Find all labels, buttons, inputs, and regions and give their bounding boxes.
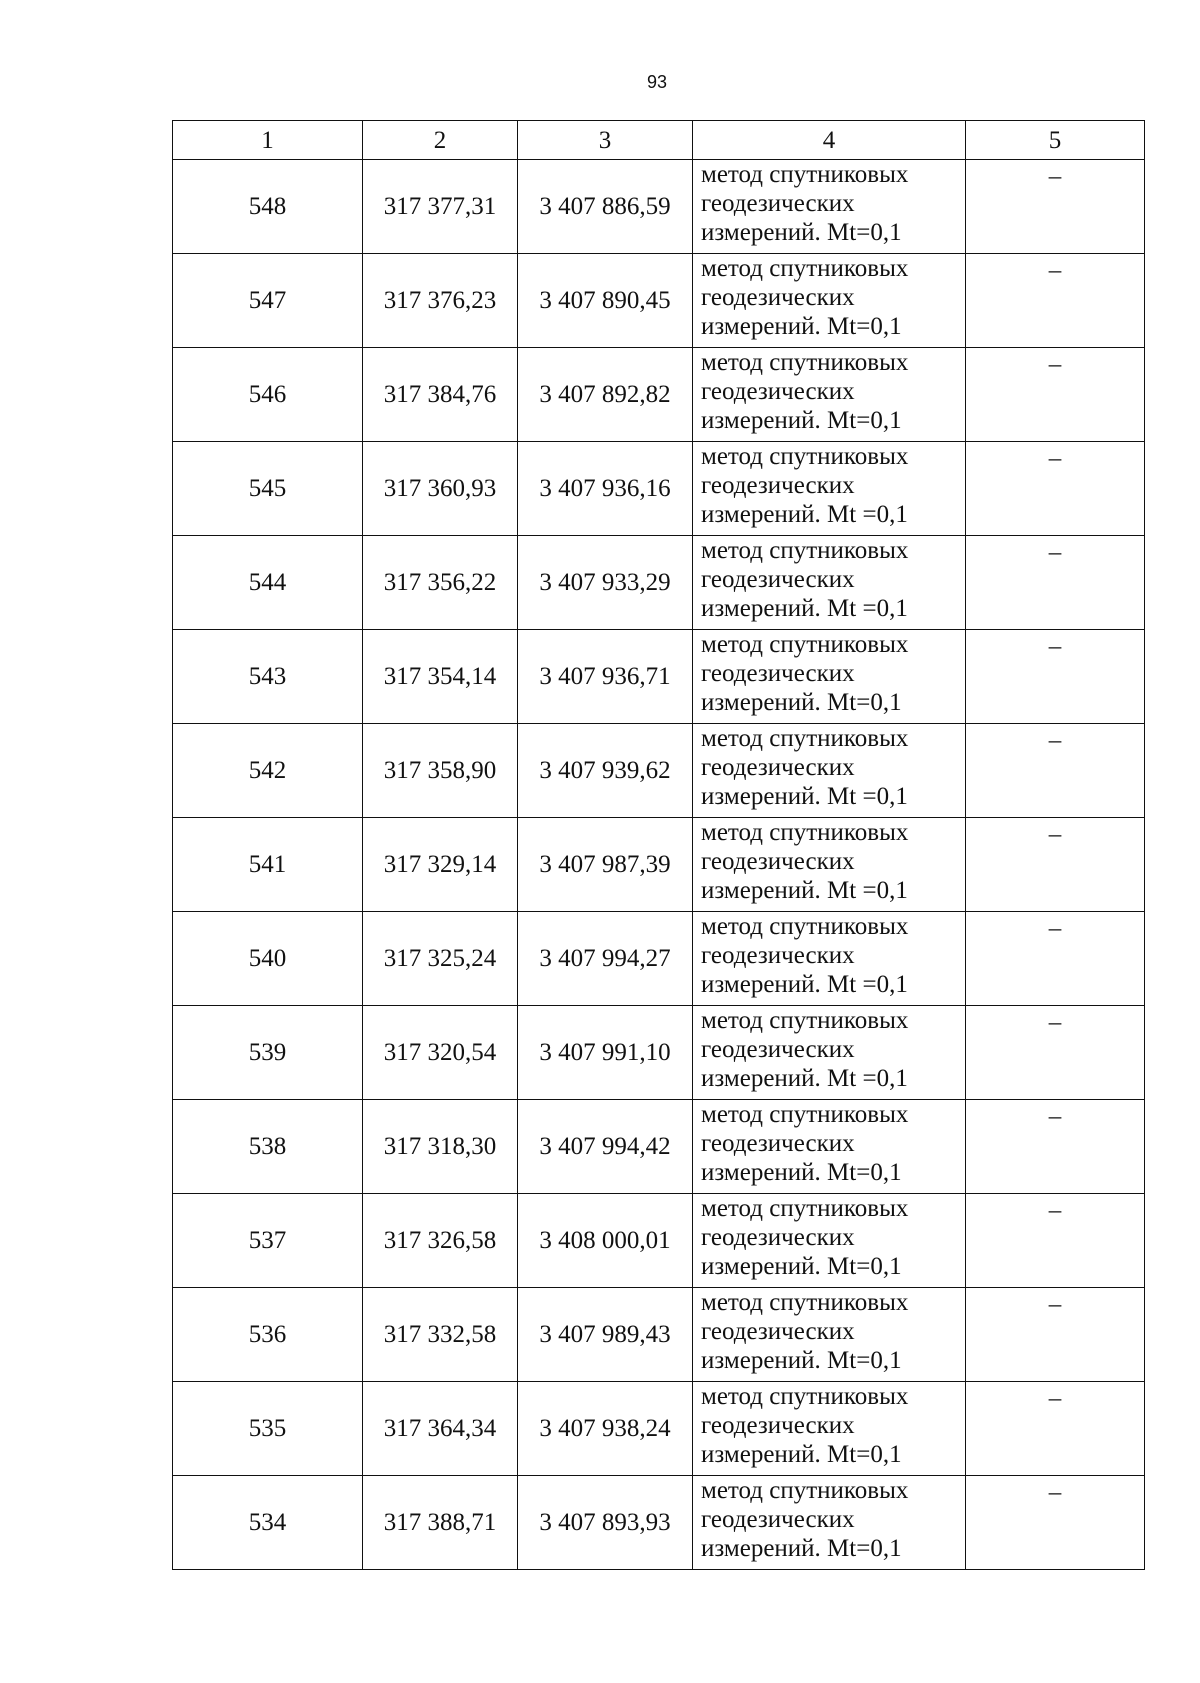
x-coordinate-cell: 317 358,90 [363,724,518,818]
method-line: метод спутниковых [701,1289,909,1316]
point-number-cell: 537 [173,1194,363,1288]
method-line: геодезических [701,660,855,687]
method-cell [693,348,966,442]
point-number-cell: 547 [173,254,363,348]
point-number-cell: 535 [173,1382,363,1476]
y-coordinate-cell: 3 407 989,43 [518,1288,693,1382]
method-line: измерений. Mt=0,1 [701,1253,902,1280]
note-cell: – [966,254,1145,348]
method-line: геодезических [701,566,855,593]
note-cell: – [966,912,1145,1006]
note-cell: – [966,724,1145,818]
note-cell: – [966,1100,1145,1194]
method-cell [693,536,966,630]
x-coordinate-cell: 317 354,14 [363,630,518,724]
x-coordinate-cell: 317 364,34 [363,1382,518,1476]
point-number-cell: 542 [173,724,363,818]
point-number-cell: 539 [173,1006,363,1100]
method-line: измерений. Mt=0,1 [701,1441,902,1468]
method-line: метод спутниковых [701,819,909,846]
method-line: измерений. Mt=0,1 [701,1535,902,1562]
method-line: измерений. Mt=0,1 [701,407,902,434]
method-line: измерений. Mt=0,1 [701,219,902,246]
y-coordinate-cell: 3 407 933,29 [518,536,693,630]
method-line: метод спутниковых [701,631,909,658]
note-cell: – [966,442,1145,536]
y-coordinate-cell: 3 407 892,82 [518,348,693,442]
method-line: метод спутниковых [701,255,909,282]
note-cell: – [966,1288,1145,1382]
method-line: измерений. Mt=0,1 [701,689,902,716]
column-header-2: 2 [363,121,518,160]
x-coordinate-cell: 317 320,54 [363,1006,518,1100]
method-line: измерений. Mt=0,1 [701,1347,902,1374]
table-body [173,160,1145,1570]
point-number-cell: 543 [173,630,363,724]
y-coordinate-cell: 3 408 000,01 [518,1194,693,1288]
x-coordinate-cell: 317 325,24 [363,912,518,1006]
method-line: измерений. Mt=0,1 [701,1159,902,1186]
method-line: геодезических [701,1130,855,1157]
method-line: метод спутниковых [701,1477,909,1504]
method-cell [693,1100,966,1194]
method-line: метод спутниковых [701,1383,909,1410]
coordinates-table [172,120,1145,1570]
method-line: метод спутниковых [701,913,909,940]
method-cell [693,1288,966,1382]
column-header-3: 3 [518,121,693,160]
method-line: геодезических [701,754,855,781]
table-row [173,818,1145,912]
x-coordinate-cell: 317 332,58 [363,1288,518,1382]
table-row [173,442,1145,536]
table-row [173,348,1145,442]
y-coordinate-cell: 3 407 938,24 [518,1382,693,1476]
method-line: геодезических [701,1036,855,1063]
method-cell [693,160,966,254]
method-cell [693,1194,966,1288]
point-number-cell: 541 [173,818,363,912]
y-coordinate-cell: 3 407 893,93 [518,1476,693,1570]
y-coordinate-cell: 3 407 890,45 [518,254,693,348]
x-coordinate-cell: 317 388,71 [363,1476,518,1570]
table-row [173,1382,1145,1476]
method-cell [693,1006,966,1100]
x-coordinate-cell: 317 326,58 [363,1194,518,1288]
method-cell [693,818,966,912]
method-cell [693,1476,966,1570]
method-line: метод спутниковых [701,1101,909,1128]
method-line: геодезических [701,1224,855,1251]
y-coordinate-cell: 3 407 936,16 [518,442,693,536]
table-row [173,160,1145,254]
column-header-5: 5 [966,121,1145,160]
method-line: измерений. Mt=0,1 [701,313,902,340]
x-coordinate-cell: 317 377,31 [363,160,518,254]
method-cell [693,1382,966,1476]
method-line: геодезических [701,1412,855,1439]
y-coordinate-cell: 3 407 939,62 [518,724,693,818]
point-number-cell: 548 [173,160,363,254]
y-coordinate-cell: 3 407 936,71 [518,630,693,724]
method-line: измерений. Mt =0,1 [701,971,908,998]
point-number-cell: 538 [173,1100,363,1194]
x-coordinate-cell: 317 318,30 [363,1100,518,1194]
table-row [173,724,1145,818]
column-header-4: 4 [693,121,966,160]
page-number: 93 [646,72,668,92]
point-number-cell: 545 [173,442,363,536]
point-number-cell: 536 [173,1288,363,1382]
y-coordinate-cell: 3 407 991,10 [518,1006,693,1100]
x-coordinate-cell: 317 384,76 [363,348,518,442]
table-header-row [173,121,1145,160]
point-number-cell: 544 [173,536,363,630]
column-header-1: 1 [173,121,363,160]
table-row [173,912,1145,1006]
x-coordinate-cell: 317 360,93 [363,442,518,536]
y-coordinate-cell: 3 407 994,27 [518,912,693,1006]
y-coordinate-cell: 3 407 994,42 [518,1100,693,1194]
note-cell: – [966,536,1145,630]
method-line: измерений. Mt =0,1 [701,501,908,528]
x-coordinate-cell: 317 356,22 [363,536,518,630]
note-cell: – [966,1006,1145,1100]
note-cell: – [966,630,1145,724]
x-coordinate-cell: 317 329,14 [363,818,518,912]
method-line: метод спутниковых [701,161,909,188]
y-coordinate-cell: 3 407 886,59 [518,160,693,254]
method-line: метод спутниковых [701,537,909,564]
table-row [173,1476,1145,1570]
x-coordinate-cell: 317 376,23 [363,254,518,348]
method-line: метод спутниковых [701,725,909,752]
note-cell: – [966,348,1145,442]
method-cell [693,724,966,818]
method-line: геодезических [701,942,855,969]
method-line: метод спутниковых [701,1195,909,1222]
table-row [173,1100,1145,1194]
method-line: измерений. Mt =0,1 [701,595,908,622]
method-line: геодезических [701,472,855,499]
method-cell [693,912,966,1006]
method-line: геодезических [701,1318,855,1345]
method-line: метод спутниковых [701,349,909,376]
method-line: геодезических [701,848,855,875]
table-row [173,536,1145,630]
method-cell [693,442,966,536]
method-line: метод спутниковых [701,1007,909,1034]
note-cell: – [966,1382,1145,1476]
point-number-cell: 534 [173,1476,363,1570]
point-number-cell: 540 [173,912,363,1006]
table-row [173,630,1145,724]
table-row [173,254,1145,348]
method-cell [693,630,966,724]
method-line: метод спутниковых [701,443,909,470]
note-cell: – [966,160,1145,254]
method-line: геодезических [701,1506,855,1533]
table-row [173,1194,1145,1288]
method-line: измерений. Mt =0,1 [701,1065,908,1092]
table-row [173,1288,1145,1382]
method-line: геодезических [701,378,855,405]
method-line: измерений. Mt =0,1 [701,783,908,810]
method-line: геодезических [701,284,855,311]
note-cell: – [966,1476,1145,1570]
y-coordinate-cell: 3 407 987,39 [518,818,693,912]
note-cell: – [966,818,1145,912]
method-cell [693,254,966,348]
table-row [173,1006,1145,1100]
point-number-cell: 546 [173,348,363,442]
note-cell: – [966,1194,1145,1288]
method-line: измерений. Mt =0,1 [701,877,908,904]
method-line: геодезических [701,190,855,217]
